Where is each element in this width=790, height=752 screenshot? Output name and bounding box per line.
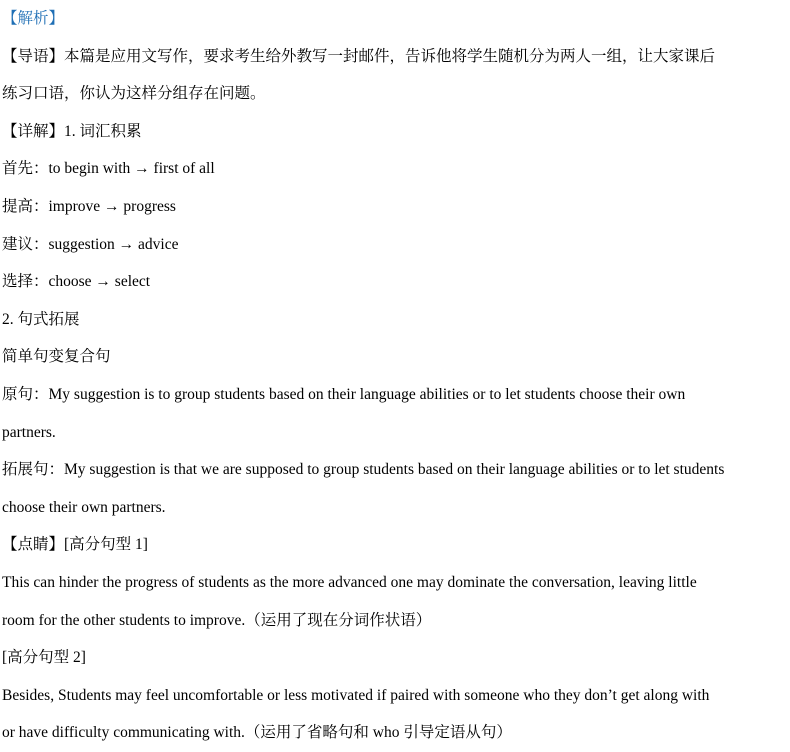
analysis-header: [2, 0, 788, 38]
pattern2-text-1: Besides, Students may feel uncomfortable or less motivated if paired with someone who they don’t get along with: [2, 686, 710, 704]
original-sentence-text-1: 原句：My suggestion is to group students based on their language abilities or to let students choose their own: [2, 385, 686, 403]
section1-title: 1. 词汇积累: [64, 122, 142, 140]
section2-subtitle: [2, 338, 788, 376]
intro-text-1: 本篇是应用文写作，要求考生给外教写一封邮件，告诉他将学生随机分为两人一组，让大家课后: [64, 47, 716, 65]
pattern1-line-1: [2, 564, 788, 602]
vocab-item: [2, 188, 788, 226]
intro-tag: 【导语】: [2, 47, 65, 65]
expanded-sentence-text-2: choose their own partners.: [2, 498, 166, 516]
original-sentence-text-2: partners.: [2, 423, 56, 441]
section2-title: [2, 301, 788, 339]
pattern1-label: [高分句型 1]: [64, 536, 148, 554]
original-sentence-line-2: [2, 414, 788, 452]
expanded-sentence-text-1: 拓展句：My suggestion is that we are supposed to group students based on their language abilities or to let students: [2, 461, 725, 479]
pattern2-label-line: [2, 639, 788, 677]
expanded-sentence-line-2: [2, 489, 788, 527]
vocab-item-text: 提高：improve → progress: [2, 197, 176, 215]
section2-subtitle-text: 简单句变复合句: [2, 348, 111, 366]
pattern2-line-1: [2, 677, 788, 715]
highlight-line: [2, 526, 788, 564]
detail-line: [2, 113, 788, 151]
pattern1-text-1: This can hinder the progress of students as the more advanced one may dominate the conversation, leaving little: [2, 573, 697, 591]
vocab-item: [2, 150, 788, 188]
vocab-item-text: 建议：suggestion → advice: [2, 235, 179, 253]
pattern2-label: [高分句型 2]: [2, 649, 86, 667]
intro-text-2: 练习口语，你认为这样分组存在问题。: [2, 85, 266, 103]
pattern1-text-2: room for the other students to improve.（运用了现在分词作状语）: [2, 611, 432, 629]
pattern2-line-2: [2, 714, 788, 752]
vocab-item: [2, 226, 788, 264]
section2-title-text: 2. 句式拓展: [2, 310, 80, 328]
pattern2-text-2: or have difficulty communicating with.（运用了省略句和 who 引导定语从句）: [2, 724, 512, 742]
vocab-item-text: 首先：to begin with → first of all: [2, 160, 215, 178]
detail-tag: 【详解】: [2, 122, 65, 140]
expanded-sentence-line-1: [2, 451, 788, 489]
intro-line-2: [2, 75, 788, 113]
vocab-item-text: 选择：choose → select: [2, 273, 151, 291]
pattern1-line-2: [2, 602, 788, 640]
analysis-header-label: 【解析】: [2, 10, 65, 27]
original-sentence-line-1: [2, 376, 788, 414]
vocab-item: [2, 263, 788, 301]
analysis-document: [2, 0, 788, 752]
highlight-tag: 【点睛】: [2, 536, 65, 554]
intro-line-1: [2, 38, 788, 76]
